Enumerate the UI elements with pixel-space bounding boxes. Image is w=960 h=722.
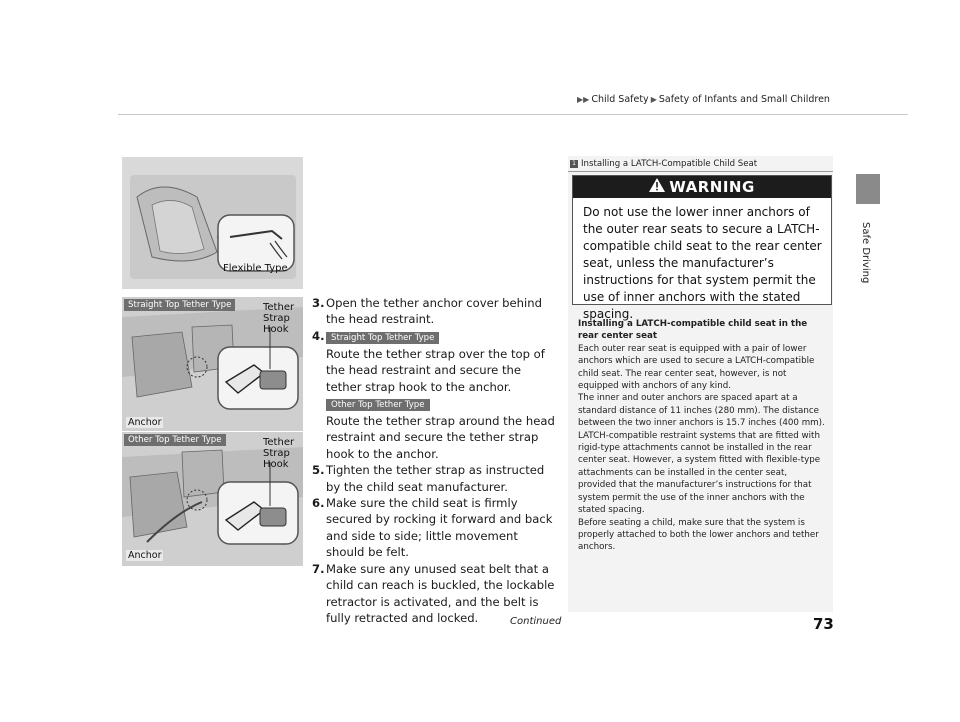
step-4: 4. Straight Top Tether Type Route the tether strap over the top of the head restraint and secure the tether strap hook to the anchor. Other Top Tether Type Route the tether strap around the head restraint and secure the tether strap hook to the anchor. — [312, 328, 555, 461]
warning-triangle-icon — [649, 178, 665, 196]
tether-strap-hook-label: Tether Strap Hook — [263, 437, 295, 470]
step-3: 3. Open the tether anchor cover behind the head restraint. — [312, 296, 542, 327]
note-paragraph: Before seating a child, make sure that the system is properly attached to both the lower anchors and tether anchors. — [578, 517, 819, 553]
header-divider — [118, 114, 908, 115]
warning-box — [572, 175, 832, 321]
step-7: 7. Make sure any unused seat belt that a child can reach is buckled, the lockable retractor is activated, and the belt is fully retracted and locked. — [312, 561, 555, 625]
flexible-type-illustration — [122, 157, 303, 289]
reference-marker-icon: 1 — [570, 160, 578, 168]
section-tab-marker — [856, 174, 880, 204]
tether-strap-hook-label: Tether Strap Hook — [263, 302, 295, 335]
note-paragraph: Each outer rear seat is equipped with a pair of lower anchors which are used to secure a LATCH-compatible child seat. The rear center seat, however, is not equipped with anchors of any kind. — [578, 343, 815, 392]
warning-text: Do not use the lower inner anchors of the outer rear seats to secure a LATCH-compatible child seat to the rear center seat, unless the manufacturer’s instructions for that system permit the use of inner anchors with the stated spacing. — [583, 205, 822, 321]
other-tether-tag: Other Top Tether Type — [326, 399, 430, 411]
page-number: 73 — [813, 615, 834, 633]
step-5: 5. Tighten the tether strap as instructed by the child seat manufacturer. — [312, 463, 545, 494]
breadcrumb-item-infants[interactable]: Safety of Infants and Small Children — [658, 94, 830, 105]
sidebar-note — [568, 156, 833, 612]
breadcrumb-item-child-safety[interactable]: Child Safety — [591, 94, 649, 105]
straight-tether-illustration — [122, 297, 303, 431]
anchor-label: Anchor — [128, 550, 162, 561]
step-6: 6. Make sure the child seat is firmly secured by rocking it forward and back and side to side; little movement should be felt. — [312, 496, 553, 560]
straight-tether-tag: Straight Top Tether Type — [124, 299, 235, 311]
other-tether-illustration — [122, 432, 303, 566]
continued-label: Continued — [510, 616, 562, 627]
instruction-steps — [312, 295, 557, 626]
breadcrumb-arrow-icon: ▶ — [650, 95, 657, 104]
note-heading-divider — [568, 171, 833, 172]
note-heading: 1 Installing a LATCH-Compatible Child Seat — [570, 159, 757, 169]
note-body-title: Installing a LATCH-compatible child seat in the rear center seat — [578, 319, 808, 342]
straight-tether-tag: Straight Top Tether Type — [326, 332, 439, 344]
step-4-other-text: Route the tether strap around the head restraint and secure the tether strap hook to the anchor. — [326, 414, 555, 461]
note-paragraph: The inner and outer anchors are spaced apart at a standard distance of 11 inches (280 mm). The distance between the two inner anchors is 15.7 inches (400 mm). — [578, 393, 825, 429]
breadcrumb — [575, 94, 830, 105]
flexible-type-label: Flexible Type — [223, 263, 288, 274]
note-paragraph: LATCH-compatible restraint systems that are fitted with rigid-type attachments cannot be installed in the rear center seat. However, a system fitted with flexible-type attachments can be installed in the center seat, provided that the manufacturer’s instructions for that system permit the use of the inner anchors with the stated spacing. — [578, 430, 821, 516]
section-tab-label: Safe Driving — [860, 222, 871, 284]
breadcrumb-arrow-icon: ▶▶ — [577, 95, 590, 104]
other-tether-tag: Other Top Tether Type — [124, 434, 226, 446]
anchor-label: Anchor — [128, 417, 162, 428]
note-body — [578, 318, 828, 554]
warning-header: WARNING — [573, 176, 831, 198]
step-4-straight-text: Route the tether strap over the top of the head restraint and secure the tether strap hook to the anchor. — [326, 346, 545, 394]
